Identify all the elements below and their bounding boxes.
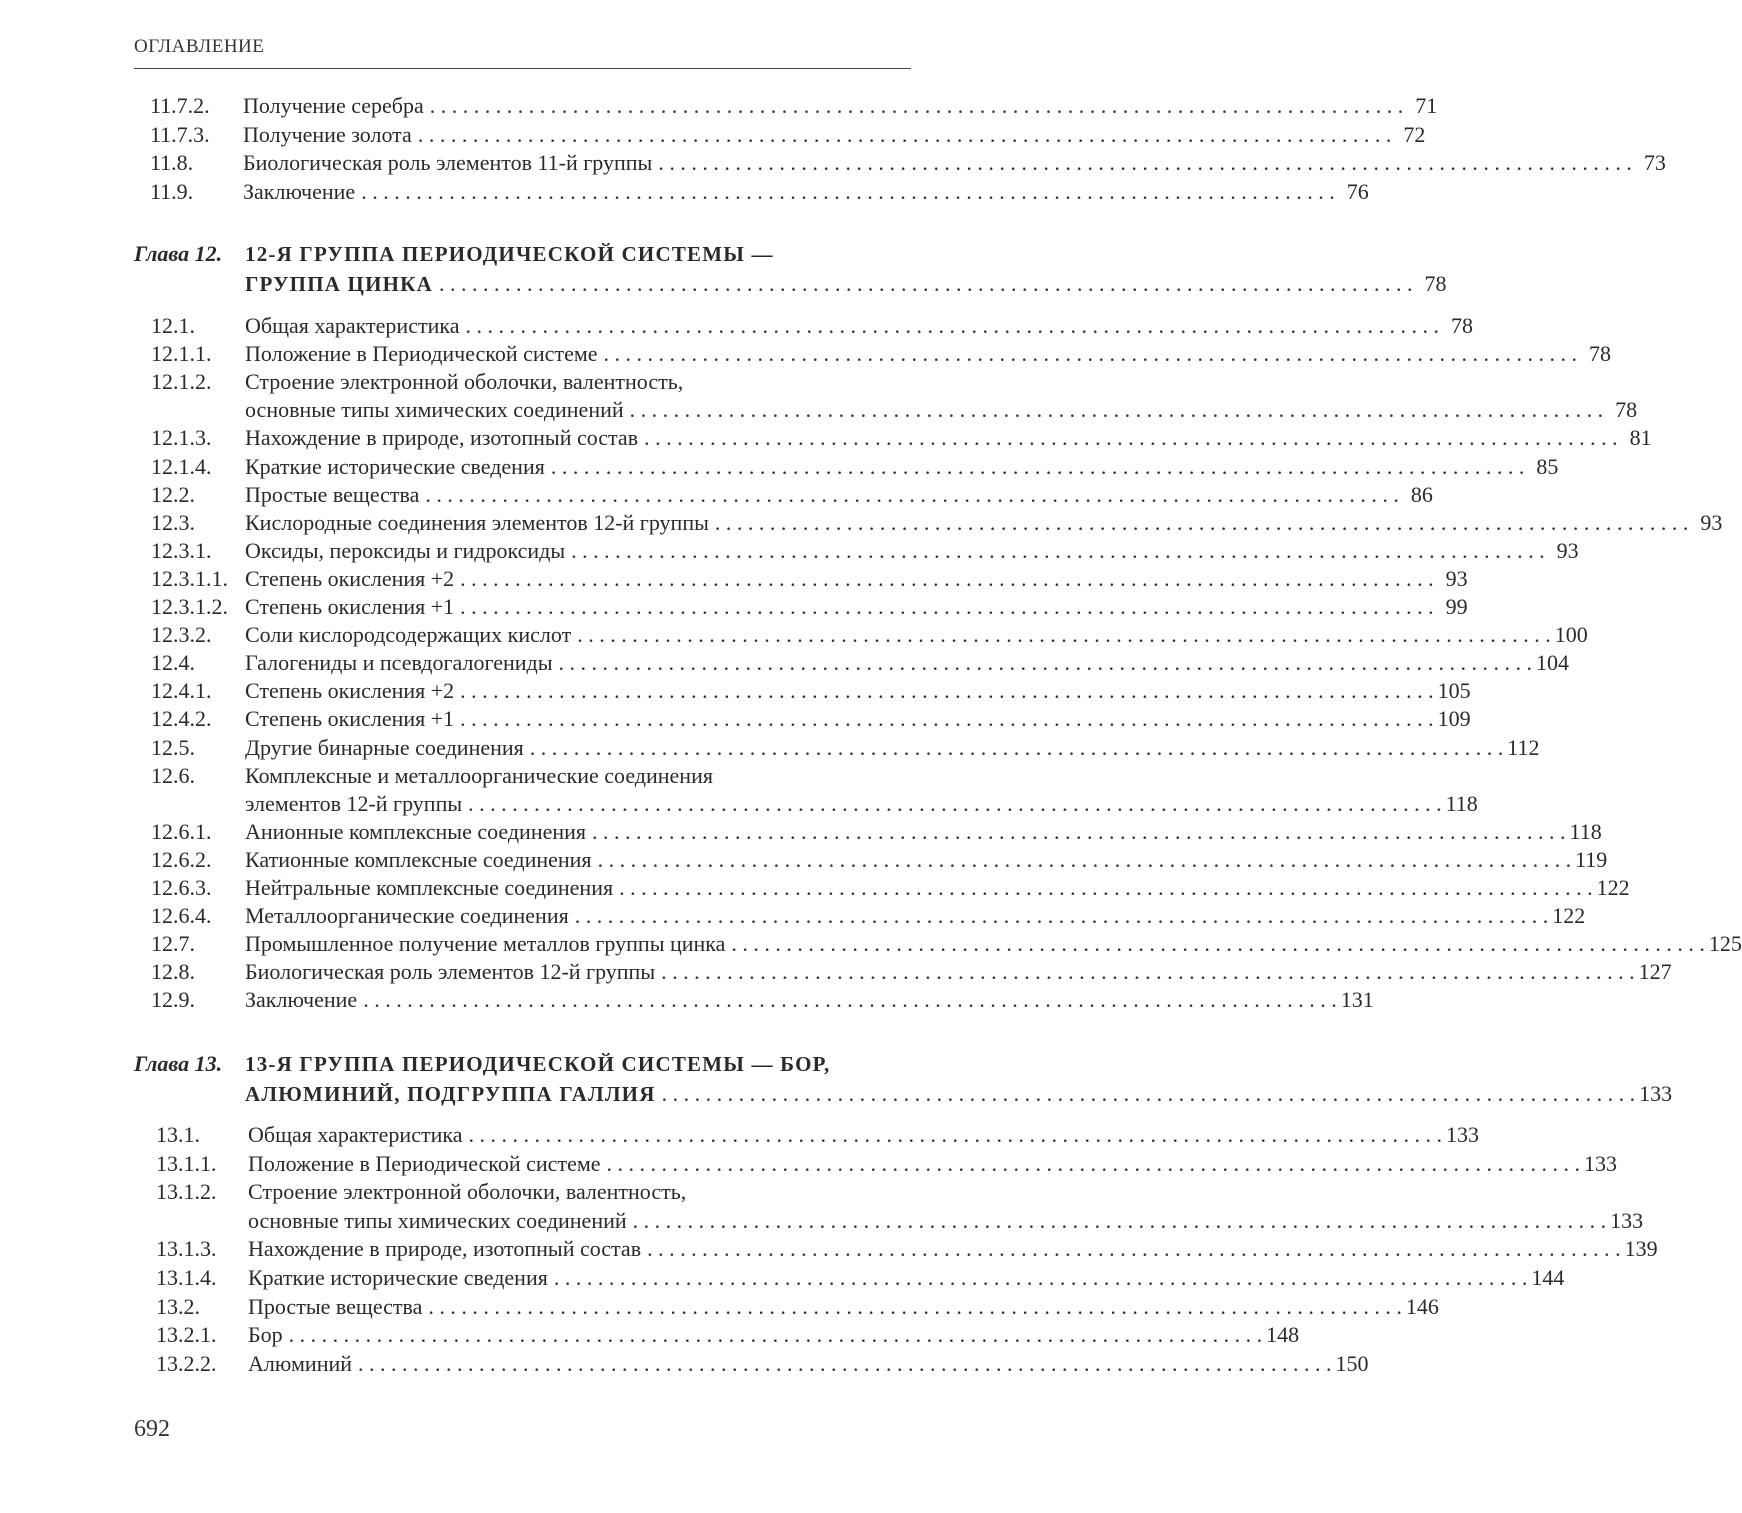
toc-entry-title: Простые вещества	[245, 481, 420, 507]
chapter-heading	[245, 1050, 916, 1078]
toc-entry-title: Кислородные соединения элементов 12-й группы	[245, 509, 709, 535]
toc-entry-page: 73	[1643, 150, 1666, 175]
toc-entry-title: Степень окисления +1	[245, 706, 455, 732]
dot-leader: . . . . . . . . . . . . . . . . . . . . . . . . . . . . . . . . . . . . . . . . . . . . . . . . . . . . . . . . . . . . . . . . . . . . . . . . . . . . . . . . . . . . . . . . .	[465, 313, 1439, 338]
toc-entry-page: 131	[1340, 987, 1374, 1013]
dot-leader: . . . . . . . . . . . . . . . . . . . . . . . . . . . . . . . . . . . . . . . . . . . . . . . . . . . . . . . . . . . . . . . . . . . . . . . . . . . . . . . . . . . . . . . . .	[644, 425, 1618, 451]
toc-entry-number: 12.4.	[151, 650, 195, 676]
toc-entry-page: 118	[1445, 790, 1478, 816]
dot-leader: . . . . . . . . . . . . . . . . . . . . . . . . . . . . . . . . . . . . . . . . . . . . . . . . . . . . . . . . . . . . . . . . . . . . . . . . . . . . . . . . . . . . . . . . .	[358, 1350, 1332, 1376]
toc-entry	[156, 1150, 1618, 1178]
toc-entry-title: Степень окисления +2	[245, 565, 455, 591]
toc-entry-page: 99	[1445, 594, 1468, 619]
toc-entry	[151, 312, 1473, 340]
chapter-heading	[245, 1080, 1673, 1108]
dot-leader: . . . . . . . . . . . . . . . . . . . . . . . . . . . . . . . . . . . . . . . . . . . . . . . . . . . . . . . . . . . . . . . . . . . . . . . . . . . . . . . . . . . . . . . . .	[468, 790, 1442, 816]
toc-entry-page: 133	[1639, 1081, 1673, 1106]
toc-entry	[151, 705, 1471, 733]
toc-entry-page: 104	[1535, 650, 1569, 676]
toc-entry	[151, 762, 916, 790]
toc-entry-page: 85	[1536, 453, 1559, 479]
toc-entry-title: Краткие исторические сведения	[245, 453, 545, 479]
dot-leader: . . . . . . . . . . . . . . . . . . . . . . . . . . . . . . . . . . . . . . . . . . . . . . . . . . . . . . . . . . . . . . . . . . . . . . . . . . . . . . . . . . . . . . . . .	[647, 1236, 1621, 1262]
toc-entry	[151, 790, 1478, 818]
toc-entry-title: Металлоорганические соединения	[245, 903, 569, 929]
toc-entry-page: 118	[1569, 818, 1602, 844]
toc-entry-title: Биологическая роль элементов 11-й группы	[243, 150, 653, 175]
dot-leader: . . . . . . . . . . . . . . . . . . . . . . . . . . . . . . . . . . . . . . . . . . . . . . . . . . . . . . . . . . . . . . . . . . . . . . . . . . . . . . . . . . . . . . . . .	[428, 1293, 1402, 1319]
toc-entry-title: Нахождение в природе, изотопный состав	[248, 1236, 642, 1262]
toc-entry-number: 12.5.	[151, 734, 195, 760]
toc-entry-number: 12.8.	[151, 959, 195, 985]
toc-entry-number: 13.2.	[156, 1293, 200, 1319]
toc-entry-number: 12.1.	[151, 313, 195, 338]
toc-entry-page: 112	[1507, 734, 1540, 760]
toc-entry	[151, 649, 1569, 677]
chapter-title: 13-Я ГРУППА ПЕРИОДИЧЕСКОЙ СИСТЕМЫ — БОР,	[245, 1052, 831, 1076]
toc-entry-title: основные типы химических соединений	[245, 397, 624, 423]
toc-entry-page: 150	[1335, 1350, 1369, 1376]
toc-entry	[150, 178, 1369, 206]
toc-entry-page: 93	[1556, 537, 1579, 563]
toc-entry-page: 139	[1624, 1236, 1658, 1262]
toc-entry-number: 12.4.1.	[151, 678, 212, 704]
dot-leader: . . . . . . . . . . . . . . . . . . . . . . . . . . . . . . . . . . . . . . . . . . . . . . . . . . . . . . . . . . . . . . . . . . . . . . . . . . . . . . . . . . . . . . . . .	[603, 341, 1578, 367]
toc-entry	[151, 677, 1471, 705]
toc-entry-title: Строение электронной оболочки, валентность,	[245, 369, 684, 395]
toc-entry-page: 148	[1266, 1322, 1300, 1348]
toc-entry-number: 12.3.1.1.	[151, 565, 228, 591]
toc-entry-number: 13.1.2.	[156, 1179, 217, 1205]
toc-entry-page: 72	[1403, 121, 1426, 147]
toc-entry-page: 127	[1638, 959, 1672, 985]
toc-entry-number: 13.1.	[156, 1122, 200, 1147]
dot-leader: . . . . . . . . . . . . . . . . . . . . . . . . . . . . . . . . . . . . . . . . . . . . . . . . . . . . . . . . . . . . . . . . . . . . . . . . . . . . . . . . . . . . . . . . .	[574, 903, 1549, 929]
toc-entry-page: 109	[1437, 706, 1471, 732]
dot-leader: . . . . . . . . . . . . . . . . . . . . . . . . . . . . . . . . . . . . . . . . . . . . . . . . . . . . . . . . . . . . . . . . . . . . . . . . . . . . . . . . . . . . . . . . .	[438, 271, 1413, 296]
toc-entry-page: 81	[1629, 425, 1652, 451]
toc-entry-number: 13.1.3.	[156, 1236, 217, 1262]
toc-entry	[151, 453, 1559, 481]
toc-entry-number: 12.4.2.	[151, 706, 212, 732]
toc-entry-number: 12.3.	[151, 509, 195, 535]
toc-entry	[156, 1235, 1658, 1263]
dot-leader: . . . . . . . . . . . . . . . . . . . . . . . . . . . . . . . . . . . . . . . . . . . . . . . . . . . . . . . . . . . . . . . . . . . . . . . . . . . . . . . . . . . . . . . . .	[460, 678, 1434, 704]
toc-entry	[156, 1321, 1300, 1349]
dot-leader: . . . . . . . . . . . . . . . . . . . . . . . . . . . . . . . . . . . . . . . . . . . . . . . . . . . . . . . . . . . . . . . . . . . . . . . . . . . . . . . . . . . . . . . . .	[606, 1150, 1581, 1176]
toc-entry-page: 133	[1445, 1122, 1479, 1147]
toc-entry	[151, 537, 1579, 565]
toc-entry-number: 12.3.1.2.	[151, 594, 228, 619]
toc-entry	[151, 368, 916, 396]
dot-leader: . . . . . . . . . . . . . . . . . . . . . . . . . . . . . . . . . . . . . . . . . . . . . . . . . . . . . . . . . . . . . . . . . . . . . . . . . . . . . . . . . . . . . . . . .	[571, 537, 1545, 563]
toc-entry	[151, 734, 1540, 762]
header-rule	[134, 68, 911, 69]
chapter-label: Глава 12.	[134, 241, 223, 266]
chapter-title: АЛЮМИНИЙ, ПОДГРУППА ГАЛЛИЯ	[245, 1082, 656, 1106]
toc-entry-page: 93	[1700, 509, 1723, 535]
toc-entry-number: 12.3.1.	[151, 537, 212, 563]
toc-entry-page: 100	[1554, 622, 1588, 648]
dot-leader: . . . . . . . . . . . . . . . . . . . . . . . . . . . . . . . . . . . . . . . . . . . . . . . . . . . . . . . . . . . . . . . . . . . . . . . . . . . . . . . . . . . . . . . . .	[460, 706, 1434, 732]
chapter-label: Глава 13.	[134, 1051, 223, 1076]
dot-leader: . . . . . . . . . . . . . . . . . . . . . . . . . . . . . . . . . . . . . . . . . . . . . . . . . . . . . . . . . . . . . . . . . . . . . . . . . . . . . . . . . . . . . . . . .	[361, 178, 1335, 204]
toc-entry-page: 122	[1596, 875, 1630, 900]
toc-entry-title: Другие бинарные соединения	[245, 734, 524, 760]
toc-entry-page: 133	[1610, 1207, 1644, 1233]
toc-entry-number: 12.6.2.	[151, 846, 212, 872]
toc-entry-number: 12.6.3.	[151, 875, 212, 900]
page-number: 692	[134, 1416, 170, 1442]
toc-entry-title: Строение электронной оболочки, валентность,	[248, 1179, 687, 1205]
dot-leader: . . . . . . . . . . . . . . . . . . . . . . . . . . . . . . . . . . . . . . . . . . . . . . . . . . . . . . . . . . . . . . . . . . . . . . . . . . . . . . . . . . . . . . . . .	[632, 1207, 1607, 1233]
toc-entry-title: Степень окисления +2	[245, 678, 455, 704]
toc-entry-number: 11.7.2.	[150, 93, 210, 118]
toc-entry-page: 133	[1584, 1150, 1618, 1176]
toc-entry-title: Простые вещества	[248, 1293, 423, 1319]
toc-entry-title: Бор	[248, 1322, 283, 1348]
dot-leader: . . . . . . . . . . . . . . . . . . . . . . . . . . . . . . . . . . . . . . . . . . . . . . . . . . . . . . . . . . . . . . . . . . . . . . . . . . . . . . . . . . . . . . . . .	[460, 565, 1434, 591]
dot-leader: . . . . . . . . . . . . . . . . . . . . . . . . . . . . . . . . . . . . . . . . . . . . . . . . . . . . . . . . . . . . . . . . . . . . . . . . . . . . . . . . . . . . . . . . .	[288, 1322, 1263, 1348]
toc-entry	[151, 424, 1652, 452]
toc-entry-title: Краткие исторические сведения	[248, 1265, 548, 1290]
toc-entry-title: Биологическая роль элементов 12-й группы	[245, 959, 656, 985]
toc-entry-title: Степень окисления +1	[245, 594, 455, 619]
toc-entry-page: 105	[1437, 678, 1471, 704]
dot-leader: . . . . . . . . . . . . . . . . . . . . . . . . . . . . . . . . . . . . . . . . . . . . . . . . . . . . . . . . . . . . . . . . . . . . . . . . . . . . . . . . . . . . . . . . .	[468, 1122, 1442, 1147]
toc-entry-number: 13.1.1.	[156, 1150, 217, 1176]
toc-entry-number: 12.7.	[151, 931, 195, 957]
toc-entry	[156, 1350, 1369, 1378]
toc-entry	[151, 340, 1612, 368]
toc-entry	[151, 930, 1742, 958]
toc-entry-title: элементов 12-й группы	[245, 790, 463, 816]
toc-entry	[151, 958, 1672, 986]
dot-leader: . . . . . . . . . . . . . . . . . . . . . . . . . . . . . . . . . . . . . . . . . . . . . . . . . . . . . . . . . . . . . . . . . . . . . . . . . . . . . . . . . . . . . . . . .	[529, 734, 1504, 760]
toc-entry	[151, 396, 1638, 424]
toc-entry-title: Получение серебра	[243, 93, 424, 118]
toc-entry-page: 125	[1708, 931, 1742, 957]
toc-entry-number: 12.1.3.	[151, 425, 212, 451]
toc-entry-page: 76	[1346, 178, 1369, 204]
toc-entry-page: 86	[1410, 481, 1433, 507]
toc-entry-title: Нахождение в природе, изотопный состав	[245, 425, 639, 451]
chapter-heading	[245, 240, 916, 268]
dot-leader: . . . . . . . . . . . . . . . . . . . . . . . . . . . . . . . . . . . . . . . . . . . . . . . . . . . . . . . . . . . . . . . . . . . . . . . . . . . . . . . . . . . . . . . . .	[577, 622, 1551, 648]
toc-entry	[156, 1178, 916, 1206]
toc-entry	[151, 846, 1608, 874]
toc-entry-number: 11.7.3.	[150, 121, 210, 147]
toc-entry-number: 13.1.4.	[156, 1265, 217, 1290]
toc-entry-number: 12.1.4.	[151, 453, 212, 479]
toc-entry	[151, 509, 1723, 537]
toc-entry	[156, 1207, 1644, 1235]
running-head: ОГЛАВЛЕНИЕ	[134, 36, 265, 57]
chapter-heading	[245, 270, 1447, 298]
dot-leader: . . . . . . . . . . . . . . . . . . . . . . . . . . . . . . . . . . . . . . . . . . . . . . . . . . . . . . . . . . . . . . . . . . . . . . . . . . . . . . . . . . . . . . . . .	[629, 397, 1604, 423]
toc-entry-title: Положение в Периодической системе	[248, 1150, 601, 1176]
toc-entry-title: Анионные комплексные соединения	[245, 818, 587, 844]
toc-entry-title: Соли кислородсодержащих кислот	[245, 622, 572, 648]
toc-entry	[151, 621, 1588, 649]
toc-entry-title: Катионные комплексные соединения	[245, 846, 592, 872]
toc-entry	[151, 818, 1602, 846]
toc-entry-title: Заключение	[243, 178, 356, 204]
toc-entry-number: 12.6.1.	[151, 818, 212, 844]
toc-entry-number: 12.3.2.	[151, 622, 212, 648]
toc-entry-title: Оксиды, пероксиды и гидроксиды	[245, 537, 566, 563]
toc-entry-page: 122	[1552, 903, 1586, 929]
toc-entry-page: 93	[1445, 565, 1468, 591]
toc-entry-title: основные типы химических соединений	[248, 1207, 627, 1233]
toc-entry-page: 78	[1424, 271, 1447, 296]
toc-entry	[150, 92, 1438, 120]
toc-entry-title: Общая характеристика	[248, 1122, 463, 1147]
dot-leader: . . . . . . . . . . . . . . . . . . . . . . . . . . . . . . . . . . . . . . . . . . . . . . . . . . . . . . . . . . . . . . . . . . . . . . . . . . . . . . . . . . . . . . . . .	[553, 1265, 1528, 1290]
toc-entry	[156, 1293, 1439, 1321]
toc-entry-title: Нейтральные комплексные соединения	[245, 875, 614, 900]
toc-entry-number: 12.9.	[151, 987, 195, 1013]
dot-leader: . . . . . . . . . . . . . . . . . . . . . . . . . . . . . . . . . . . . . . . . . . . . . . . . . . . . . . . . . . . . . . . . . . . . . . . . . . . . . . . . . . . . . . . . .	[460, 594, 1434, 619]
dot-leader: . . . . . . . . . . . . . . . . . . . . . . . . . . . . . . . . . . . . . . . . . . . . . . . . . . . . . . . . . . . . . . . . . . . . . . . . . . . . . . . . . . . . . . . . .	[550, 453, 1525, 479]
toc-entry-page: 78	[1450, 313, 1473, 338]
toc-entry-number: 11.8.	[150, 150, 194, 175]
toc-entry-page: 78	[1615, 397, 1638, 423]
toc-entry-page: 146	[1405, 1293, 1439, 1319]
toc-entry	[151, 481, 1433, 509]
toc-entry-number: 11.9.	[150, 178, 194, 204]
toc-entry	[150, 149, 1666, 177]
toc-entry-page: 71	[1415, 93, 1438, 118]
toc-entry-number: 12.6.	[151, 762, 195, 788]
dot-leader: . . . . . . . . . . . . . . . . . . . . . . . . . . . . . . . . . . . . . . . . . . . . . . . . . . . . . . . . . . . . . . . . . . . . . . . . . . . . . . . . . . . . . . . . .	[597, 846, 1572, 872]
dot-leader: . . . . . . . . . . . . . . . . . . . . . . . . . . . . . . . . . . . . . . . . . . . . . . . . . . . . . . . . . . . . . . . . . . . . . . . . . . . . . . . . . . . . . . . . .	[558, 650, 1532, 676]
toc-entry-page: 119	[1575, 846, 1608, 872]
dot-leader: . . . . . . . . . . . . . . . . . . . . . . . . . . . . . . . . . . . . . . . . . . . . . . . . . . . . . . . . . . . . . . . . . . . . . . . . . . . . . . . . . . . . . . . . .	[731, 931, 1705, 957]
toc-entry-title: Общая характеристика	[245, 313, 460, 338]
toc-entry	[151, 565, 1468, 593]
toc-entry-number: 13.2.2.	[156, 1350, 217, 1376]
toc-entry-title: Положение в Периодической системе	[245, 341, 598, 367]
dot-leader: . . . . . . . . . . . . . . . . . . . . . . . . . . . . . . . . . . . . . . . . . . . . . . . . . . . . . . . . . . . . . . . . . . . . . . . . . . . . . . . . . . . . . . . . .	[429, 93, 1404, 118]
dot-leader: . . . . . . . . . . . . . . . . . . . . . . . . . . . . . . . . . . . . . . . . . . . . . . . . . . . . . . . . . . . . . . . . . . . . . . . . . . . . . . . . . . . . . . . . .	[417, 121, 1392, 147]
chapter-title: 12-Я ГРУППА ПЕРИОДИЧЕСКОЙ СИСТЕМЫ —	[245, 242, 774, 266]
toc-entry-number: 12.1.2.	[151, 369, 212, 395]
dot-leader: . . . . . . . . . . . . . . . . . . . . . . . . . . . . . . . . . . . . . . . . . . . . . . . . . . . . . . . . . . . . . . . . . . . . . . . . . . . . . . . . . . . . . . . . .	[661, 1081, 1636, 1106]
toc-entry-number: 12.6.4.	[151, 903, 212, 929]
toc-entry	[151, 902, 1586, 930]
toc-entry-title: Заключение	[245, 987, 358, 1013]
dot-leader: . . . . . . . . . . . . . . . . . . . . . . . . . . . . . . . . . . . . . . . . . . . . . . . . . . . . . . . . . . . . . . . . . . . . . . . . . . . . . . . . . . . . . . . . .	[425, 481, 1399, 507]
toc-entry-title: Получение золота	[243, 121, 412, 147]
toc-entry	[151, 986, 1374, 1014]
dot-leader: . . . . . . . . . . . . . . . . . . . . . . . . . . . . . . . . . . . . . . . . . . . . . . . . . . . . . . . . . . . . . . . . . . . . . . . . . . . . . . . . . . . . . . . . .	[661, 959, 1635, 985]
toc-entry	[151, 874, 1630, 902]
toc-entry	[151, 593, 1468, 621]
toc-entry	[150, 121, 1426, 149]
dot-leader: . . . . . . . . . . . . . . . . . . . . . . . . . . . . . . . . . . . . . . . . . . . . . . . . . . . . . . . . . . . . . . . . . . . . . . . . . . . . . . . . . . . . . . . . .	[592, 818, 1566, 844]
toc-entry-title: Галогениды и псевдогалогениды	[245, 650, 553, 676]
toc-entry	[156, 1121, 1479, 1149]
toc-entry-page: 78	[1589, 341, 1612, 367]
dot-leader: . . . . . . . . . . . . . . . . . . . . . . . . . . . . . . . . . . . . . . . . . . . . . . . . . . . . . . . . . . . . . . . . . . . . . . . . . . . . . . . . . . . . . . . . .	[619, 875, 1593, 900]
toc-entry-page: 144	[1531, 1265, 1565, 1290]
dot-leader: . . . . . . . . . . . . . . . . . . . . . . . . . . . . . . . . . . . . . . . . . . . . . . . . . . . . . . . . . . . . . . . . . . . . . . . . . . . . . . . . . . . . . . . . .	[714, 509, 1689, 535]
toc-entry-title: Комплексные и металлоорганические соединения	[245, 762, 713, 788]
toc-entry-number: 12.2.	[151, 481, 195, 507]
chapter-title: ГРУППА ЦИНКА	[245, 272, 433, 296]
toc-entry	[156, 1264, 1565, 1292]
toc-entry-title: Алюминий	[248, 1350, 353, 1376]
dot-leader: . . . . . . . . . . . . . . . . . . . . . . . . . . . . . . . . . . . . . . . . . . . . . . . . . . . . . . . . . . . . . . . . . . . . . . . . . . . . . . . . . . . . . . . . .	[363, 987, 1337, 1013]
toc-entry-number: 13.2.1.	[156, 1322, 217, 1348]
dot-leader: . . . . . . . . . . . . . . . . . . . . . . . . . . . . . . . . . . . . . . . . . . . . . . . . . . . . . . . . . . . . . . . . . . . . . . . . . . . . . . . . . . . . . . . . .	[658, 150, 1632, 175]
toc-entry-number: 12.1.1.	[151, 341, 212, 367]
toc-entry-title: Промышленное получение металлов группы цинка	[245, 931, 726, 957]
